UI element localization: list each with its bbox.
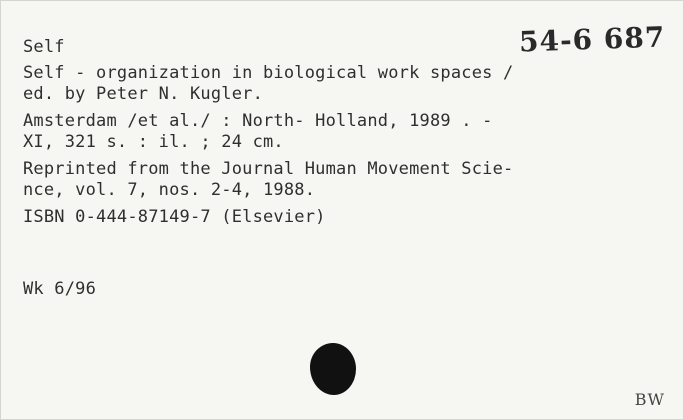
note-line-2: nce, vol. 7, nos. 2-4, 1988. (23, 180, 316, 200)
imprint-line-2: XI, 321 s. : il. ; 24 cm. (23, 132, 284, 152)
imprint-line-1: Amsterdam /et al./ : North- Holland, 1989 . - (23, 111, 493, 131)
call-number: 54-6 687 (518, 20, 666, 59)
note-line-1: Reprinted from the Journal Human Movement Scie- (23, 159, 514, 179)
title-line-2: ed. by Peter N. Kugler. (23, 84, 264, 104)
title-line-1: Self - organization in biological work spaces / (23, 63, 514, 83)
cataloger-initials: BW (634, 390, 665, 409)
card-heading: Self (23, 37, 65, 57)
punch-hole (310, 343, 356, 395)
isbn-line: ISBN 0-444-87149-7 (Elsevier) (23, 207, 326, 227)
shelf-note: Wk 6/96 (23, 279, 97, 299)
